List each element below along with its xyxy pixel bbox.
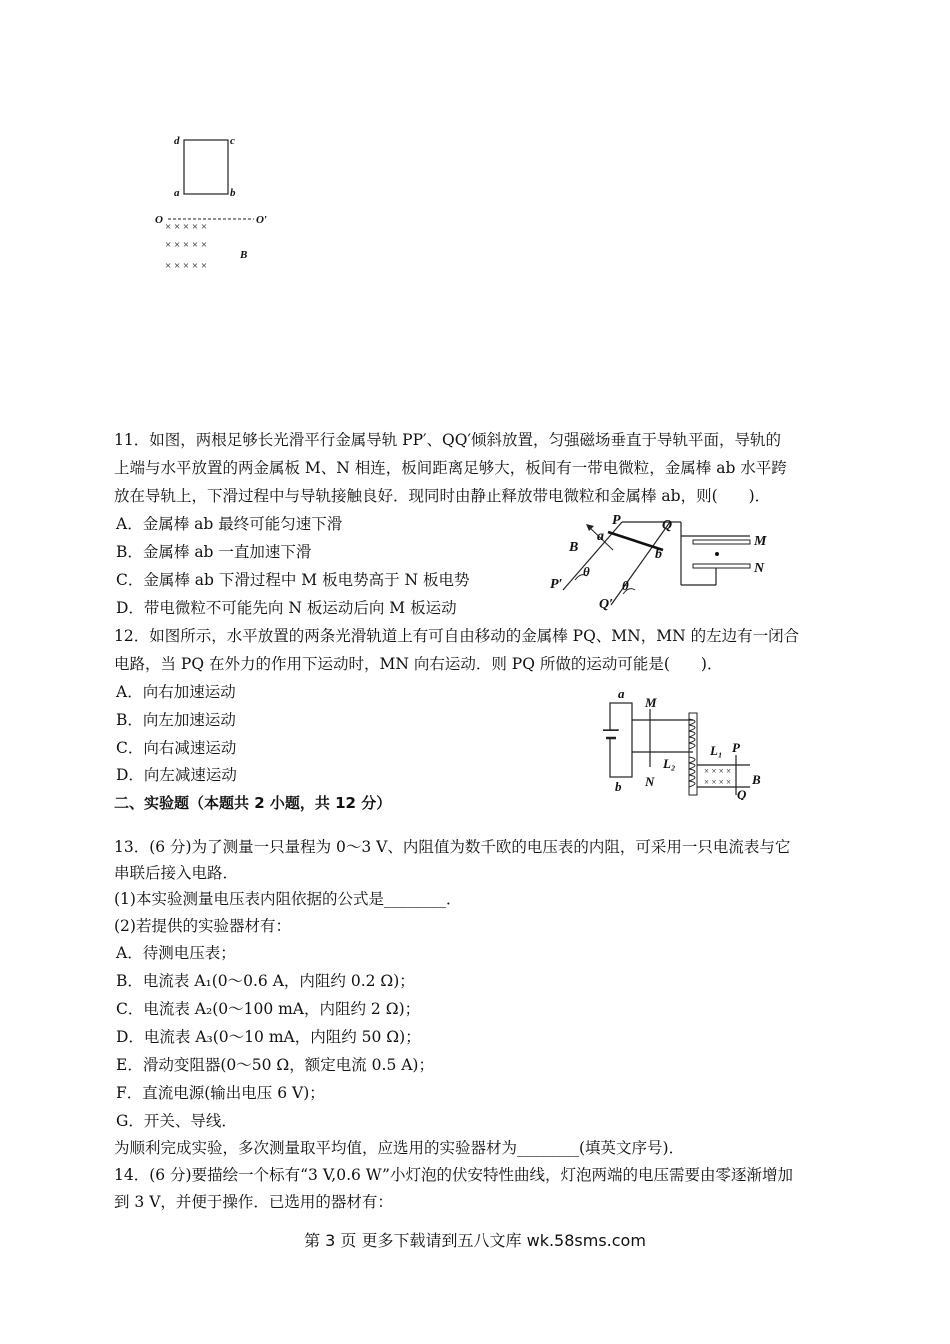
section-heading-experiments: 二、实验题（本题共 2 小题，共 12 分）: [114, 794, 392, 812]
q14-line-1: 14．(6 分)要描绘一个标有“3 V,0.6 W”小灯泡的伏安特性曲线，灯泡两端的电压需要由零逐渐增加: [114, 1166, 793, 1184]
label-c: c: [230, 135, 235, 147]
q12-option-d: D．向左减速运动: [116, 766, 237, 784]
label-theta-1: θ: [583, 564, 590, 579]
label-d: d: [174, 135, 180, 147]
svg-text:× × × × ×: × × × × ×: [165, 260, 208, 272]
q11-option-b: B．金属棒 ab 一直加速下滑: [116, 543, 312, 561]
figure-inclined-rails-capacitor: [545, 510, 785, 620]
q12-option-a: A．向右加速运动: [116, 683, 236, 701]
q13-sub-2: (2)若提供的实验器材有：: [114, 917, 291, 935]
q13-item-e: E．滑动变阻器(0～50 Ω，额定电流 0.5 A)；: [116, 1056, 434, 1074]
q11-option-d: D．带电微粒不可能先向 N 板运动后向 M 板运动: [116, 599, 457, 617]
label-L1: L₁: [710, 743, 723, 758]
figure-loop-magnetic-field: [150, 130, 280, 275]
q12-option-b: B．向左加速运动: [116, 711, 236, 729]
label-B: B: [569, 540, 579, 555]
label-M: M: [754, 534, 767, 549]
q13-item-c: C．电流表 A₂(0～100 mA，内阻约 2 Ω)；: [116, 1000, 421, 1018]
q13-item-a: A．待测电压表；: [116, 944, 236, 962]
label-M: M: [645, 695, 657, 710]
label-O-prime: O′: [256, 214, 268, 226]
q11-option-c: C．金属棒 ab 下滑过程中 M 板电势高于 N 板电势: [116, 571, 470, 589]
label-theta-2: θ: [622, 578, 629, 593]
svg-text:× × × ×: × × × ×: [704, 766, 732, 776]
q13-sub-1: (1)本实验测量电压表内阻依据的公式是________．: [114, 890, 462, 908]
label-N: N: [754, 561, 765, 576]
label-Q: Q: [737, 787, 747, 800]
label-b: b: [655, 547, 662, 562]
q11-line-3: 放在导轨上，下滑过程中与导轨接触良好．现同时由静止释放带电微粒和金属棒 ab，则( )．: [114, 487, 771, 505]
figure-rails-coils-circuit: [590, 685, 775, 800]
svg-text:× × × × ×: × × × × ×: [165, 221, 208, 233]
label-a: a: [174, 187, 180, 199]
q13-conclusion: 为顺利完成实验，多次测量取平均值，应选用的实验器材为________(填英文序号)．: [114, 1139, 685, 1157]
q13-line-1: 13．(6 分)为了测量一只量程为 0～3 V、内阻值为数千欧的电压表的内阻，可采用一只电流表与它: [114, 838, 791, 856]
label-P-prime: P′: [550, 577, 563, 592]
label-B: B: [752, 772, 761, 787]
label-O: O: [155, 214, 163, 226]
page-footer: 第 3 页 更多下载请到五八文库 wk.58sms.com: [304, 1231, 646, 1250]
q12-option-c: C．向右减速运动: [116, 739, 237, 757]
label-P: P: [612, 513, 621, 528]
label-Q: Q: [662, 518, 673, 533]
q12-line-1: 12．如图所示，水平放置的两条光滑轨道上有可自由移动的金属棒 PQ、MN，MN 的左边有一闭合: [114, 627, 800, 645]
q12-line-2: 电路，当 PQ 在外力的作用下运动时，MN 向右运动．则 PQ 所做的运动可能是( )．: [114, 655, 723, 673]
q13-item-g: G．开关、导线．: [116, 1112, 237, 1130]
label-a: a: [597, 529, 604, 544]
q11-option-a: A．金属棒 ab 最终可能匀速下滑: [116, 515, 343, 533]
svg-text:× × × × ×: × × × × ×: [165, 239, 208, 251]
q13-line-2: 串联后接入电路．: [114, 864, 239, 882]
label-N: N: [645, 774, 655, 789]
q13-item-b: B．电流表 A₁(0～0.6 A，内阻约 0.2 Ω)；: [116, 972, 415, 990]
q14-line-2: 到 3 V，并便于操作．已选用的器材有：: [114, 1193, 393, 1211]
label-P: P: [732, 740, 740, 755]
q11-line-2: 上端与水平放置的两金属板 M、N 相连，板间距离足够大，板间有一带电微粒，金属棒 ab 水平跨: [114, 459, 787, 477]
label-b: b: [230, 187, 236, 199]
label-B: B: [240, 249, 248, 261]
q13-item-d: D．电流表 A₃(0～10 mA，内阻约 50 Ω)；: [116, 1028, 421, 1046]
label-L2: L₂: [663, 756, 676, 771]
label-Q-prime: Q′: [599, 597, 614, 612]
q11-line-1: 11．如图，两根足够长光滑平行金属导轨 PP′、QQ′倾斜放置，匀强磁场垂直于导轨平面，导轨的: [114, 431, 781, 449]
label-a: a: [618, 686, 625, 701]
q13-item-f: F．直流电源(输出电压 6 V)；: [116, 1084, 325, 1102]
svg-text:× × × ×: × × × ×: [704, 777, 732, 787]
label-b: b: [615, 779, 622, 794]
